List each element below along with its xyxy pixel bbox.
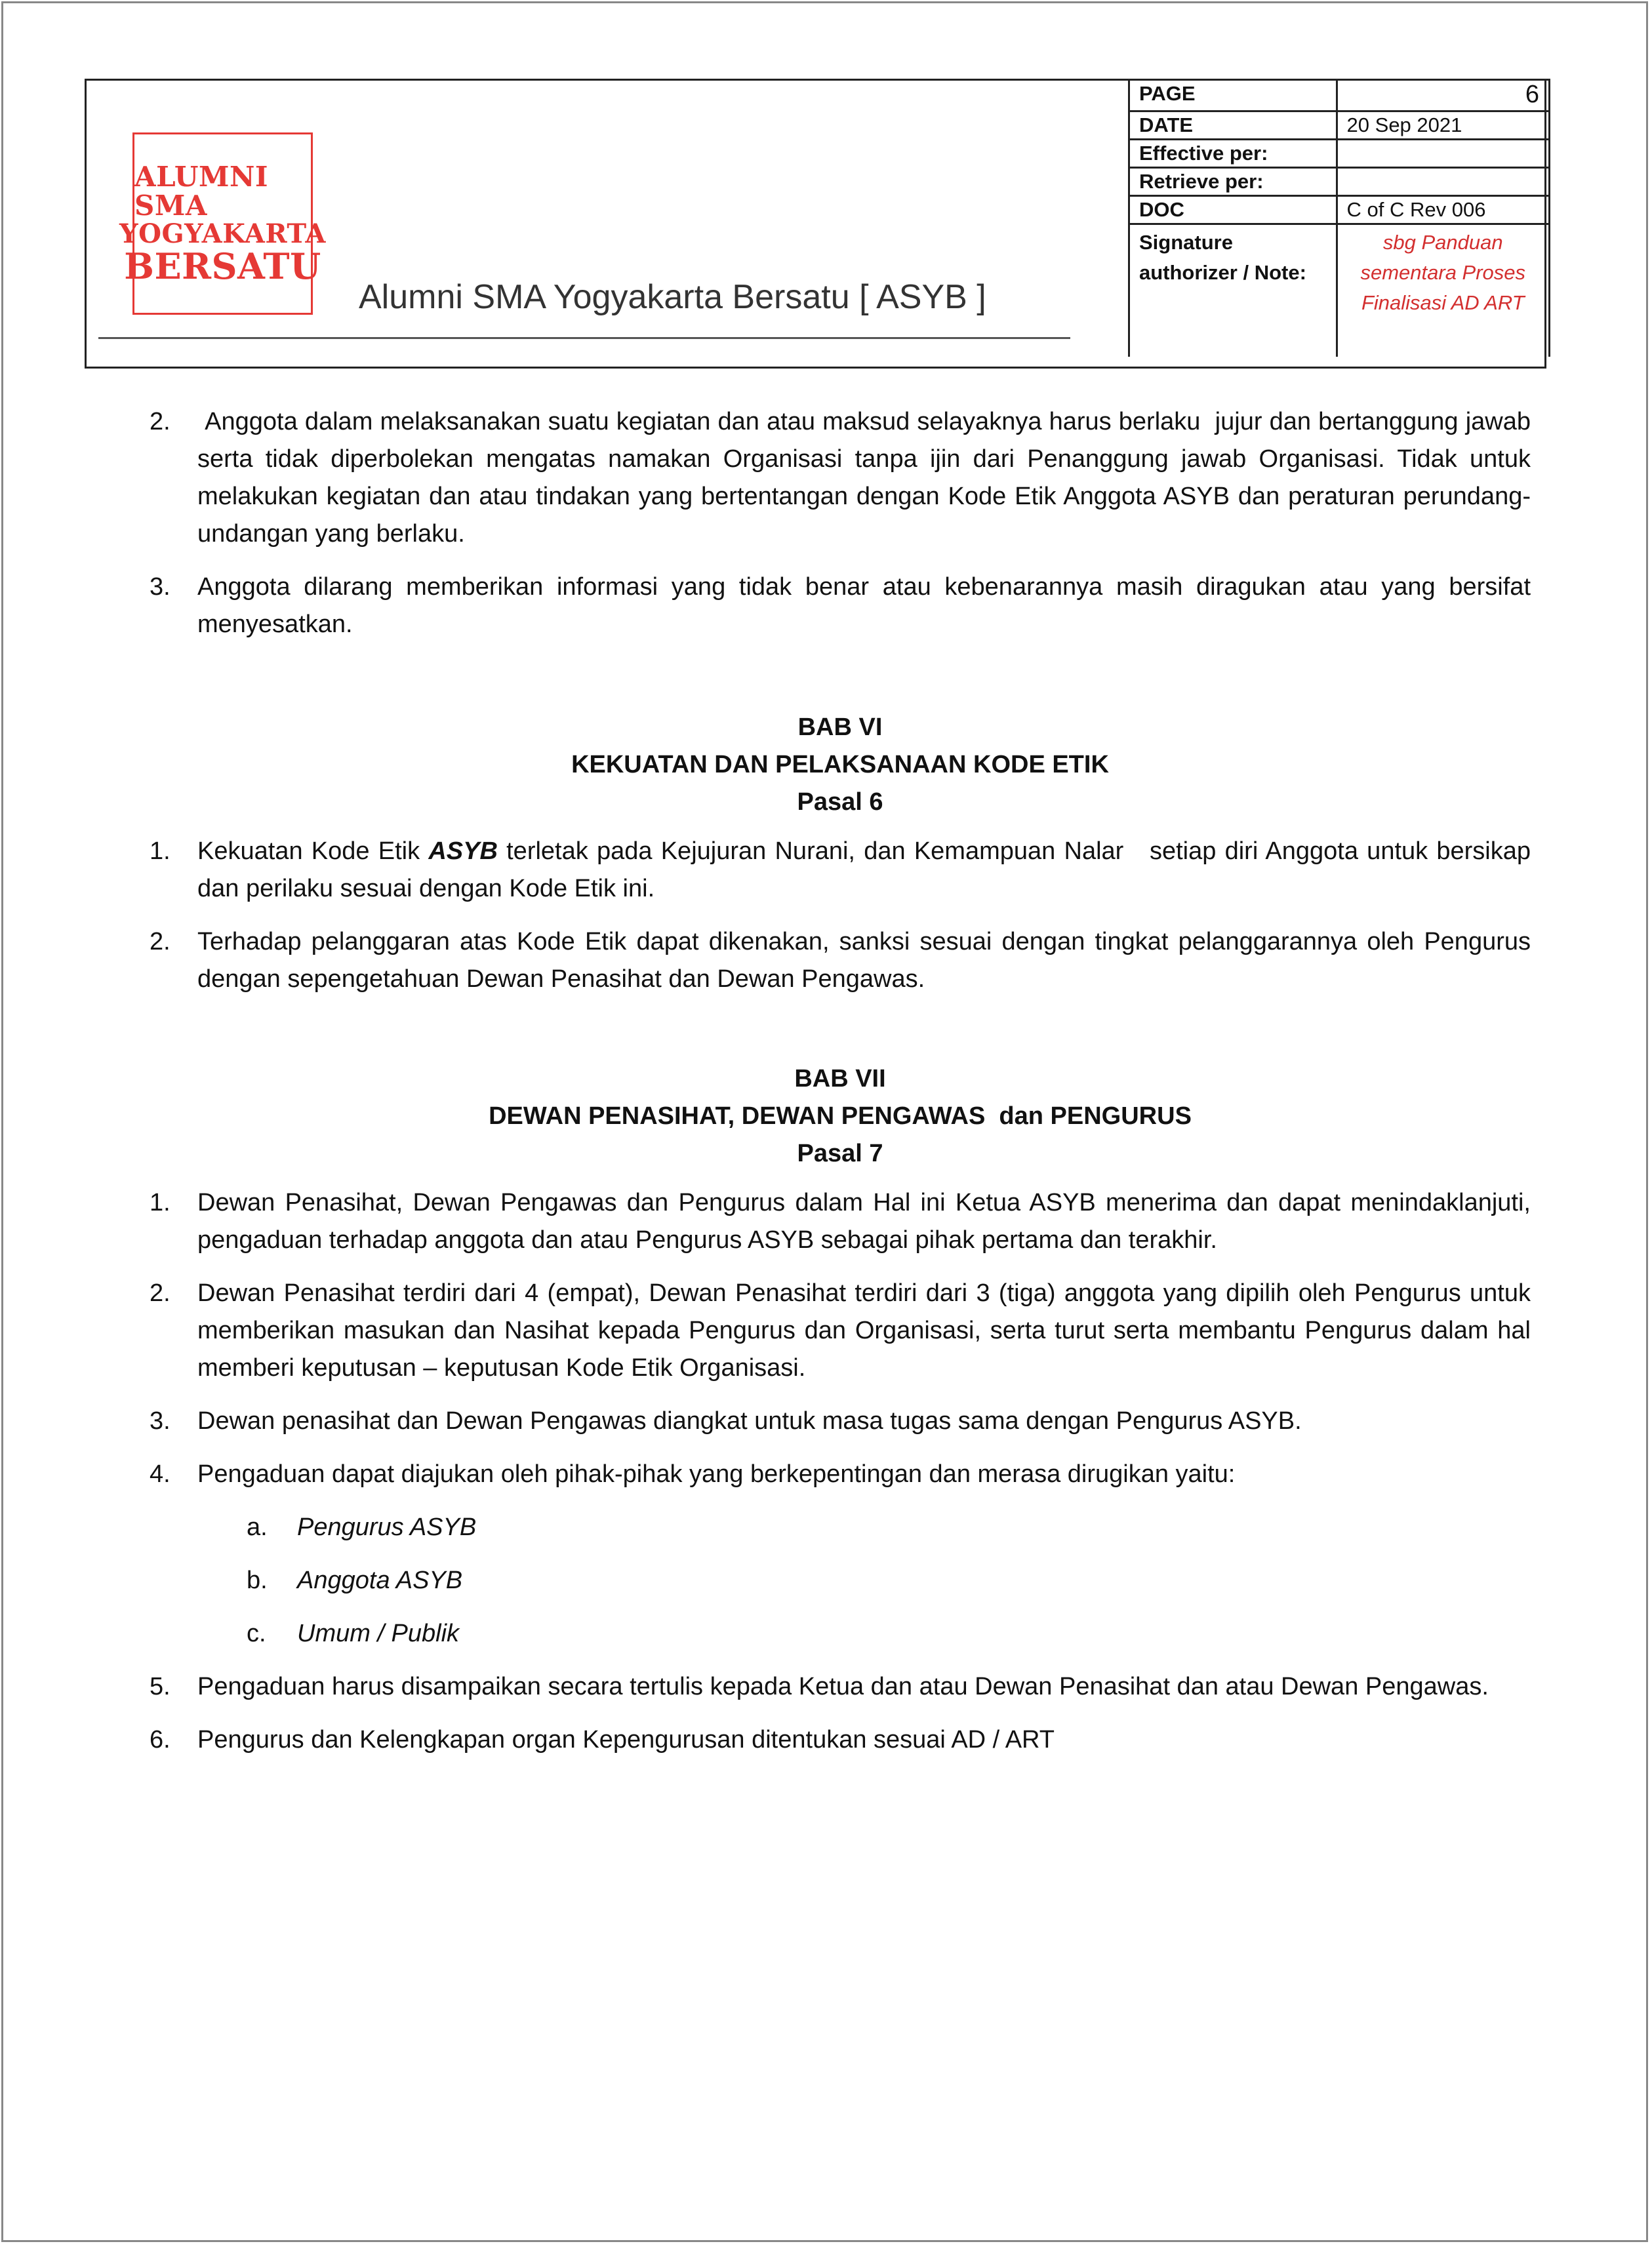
bab7-heading <box>150 1060 1531 1173</box>
meta-effective-value <box>1337 140 1549 168</box>
meta-retrieve-value <box>1337 168 1549 196</box>
list-item <box>150 1403 1531 1440</box>
item-number: 4. <box>150 1460 171 1488</box>
bab7-title: BAB VII <box>794 1065 886 1093</box>
meta-row-retrieve <box>1129 168 1550 196</box>
sub-list-item <box>150 1509 1531 1546</box>
bab6-title: BAB VI <box>797 713 883 741</box>
item-number: 2. <box>150 1279 171 1307</box>
meta-note-value: sbg Panduan sementara Proses Finalisasi AD ART <box>1337 224 1549 357</box>
item-number: 2. <box>150 408 171 435</box>
item-text: Terhadap pelanggaran atas Kode Etik dapat dikenakan, sanksi sesuai dengan tingkat pelanggarannya oleh Pengurus dengan sepengetahuan Dewan Penasihat dan Dewan Pengawas. <box>197 928 1531 993</box>
meta-page-label: PAGE <box>1129 80 1337 111</box>
meta-row-effective <box>1129 140 1550 168</box>
item-text: Pengaduan harus disampaikan secara tertulis kepada Ketua dan atau Dewan Penasihat dan atau Dewan Pengawas. <box>197 1673 1489 1700</box>
meta-row-page <box>1129 80 1550 111</box>
item-number: 2. <box>150 928 171 955</box>
list-item <box>150 1721 1531 1759</box>
list-item <box>150 833 1538 908</box>
list-item <box>150 569 1531 643</box>
item-number: 6. <box>150 1726 171 1754</box>
alumni-logo <box>119 132 326 315</box>
meta-doc-label: DOC <box>1129 196 1337 224</box>
bab7-subtitle: DEWAN PENASIHAT, DEWAN PENGAWAS dan PENGURUS <box>489 1102 1192 1130</box>
meta-row-signature <box>1129 224 1550 357</box>
list-item <box>150 403 1538 553</box>
document-meta-table <box>1128 79 1550 357</box>
item-text: Dewan Penasihat, Dewan Pengawas dan Pengurus dalam Hal ini Ketua ASYB menerima dan dapat menindaklanjuti, pengaduan terhadap anggota dan atau Pengurus ASYB sebagai pihak pertama dan terakhir. <box>197 1189 1531 1254</box>
sub-item-letter: c. <box>247 1620 266 1647</box>
document-header <box>85 79 1546 369</box>
logo-line-3: BERSATU <box>124 245 321 287</box>
meta-page-value: 6 <box>1337 80 1549 111</box>
organization-name: Alumni SMA Yogyakarta Bersatu [ ASYB ] <box>359 278 986 316</box>
bab6-subtitle: KEKUATAN DAN PELAKSANAAN KODE ETIK <box>571 751 1109 778</box>
sub-item-letter: a. <box>247 1514 268 1541</box>
sub-list-item <box>150 1562 1531 1599</box>
meta-effective-label: Effective per: <box>1129 140 1337 168</box>
list-item <box>150 923 1531 998</box>
sub-item-letter: b. <box>247 1567 268 1594</box>
list-item <box>150 1456 1531 1493</box>
meta-date-label: DATE <box>1129 111 1337 140</box>
meta-signature-label: Signature authorizer / Note: <box>1129 224 1337 357</box>
header-divider <box>98 337 1070 339</box>
sub-item-text: Pengurus ASYB <box>297 1514 477 1541</box>
meta-row-doc <box>1129 196 1550 224</box>
item-number: 5. <box>150 1673 171 1700</box>
list-item <box>150 1184 1531 1259</box>
item-text-after: terletak pada Kejujuran Nurani, dan Kemampuan Nalar setiap diri Anggota untuk bersikap dan perilaku sesuai dengan Kode Etik ini. <box>197 837 1538 902</box>
bab6-pasal: Pasal 6 <box>797 788 883 816</box>
item-number: 3. <box>150 1407 171 1435</box>
item-text-emphasis: ASYB <box>428 837 498 865</box>
meta-row-date <box>1129 111 1550 140</box>
bab6-heading <box>150 709 1531 821</box>
meta-doc-value: C of C Rev 006 <box>1337 196 1549 224</box>
item-text: Pengaduan dapat diajukan oleh pihak-pihak yang berkepentingan dan merasa dirugikan yaitu: <box>197 1460 1236 1488</box>
logo-line-2: YOGYAKARTA <box>119 218 326 249</box>
sub-list-item <box>150 1615 1531 1653</box>
document-body <box>150 403 1538 1775</box>
item-number: 1. <box>150 1189 171 1216</box>
list-item <box>150 1668 1531 1706</box>
item-text: Dewan Penasihat terdiri dari 4 (empat), Dewan Penasihat terdiri dari 3 (tiga) anggota yang dipilih oleh Pengurus untuk memberikan masukan dan Nasihat kepada Pengurus dan Organisasi, serta turut serta membantu Pengurus dalam hal memberi keputusan – keputusan Kode Etik Organisasi. <box>197 1279 1531 1382</box>
item-number: 1. <box>150 837 171 865</box>
item-text: Anggota dilarang memberikan informasi yang tidak benar atau kebenarannya masih diragukan atau yang bersifat menyesatkan. <box>197 573 1531 638</box>
logo-line-1: ALUMNI SMA <box>134 160 268 222</box>
item-text: Dewan penasihat dan Dewan Pengawas diangkat untuk masa tugas sama dengan Pengurus ASYB. <box>197 1407 1302 1435</box>
meta-date-value: 20 Sep 2021 <box>1337 111 1549 140</box>
meta-retrieve-label: Retrieve per: <box>1129 168 1337 196</box>
item-text: Pengurus dan Kelengkapan organ Kepengurusan ditentukan sesuai AD / ART <box>197 1726 1055 1754</box>
sub-item-text: Anggota ASYB <box>297 1567 463 1594</box>
sub-item-text: Umum / Publik <box>297 1620 460 1647</box>
list-item <box>150 1275 1531 1387</box>
item-text-before: Kekuatan Kode Etik <box>197 837 429 865</box>
item-number: 3. <box>150 573 171 601</box>
bab7-pasal: Pasal 7 <box>797 1140 883 1167</box>
item-text: Anggota dalam melaksanakan suatu kegiatan dan atau maksud selayaknya harus berlaku jujur dan bertanggung jawab serta tidak diperbolekan mengatas namakan Organisasi tanpa ijin dari Penanggung jawab Organisasi. Tidak untuk melakukan kegiatan dan atau tindakan yang bertentangan dengan Kode Etik Anggota ASYB dan peraturan perundang-undangan yang berlaku. <box>197 408 1538 548</box>
